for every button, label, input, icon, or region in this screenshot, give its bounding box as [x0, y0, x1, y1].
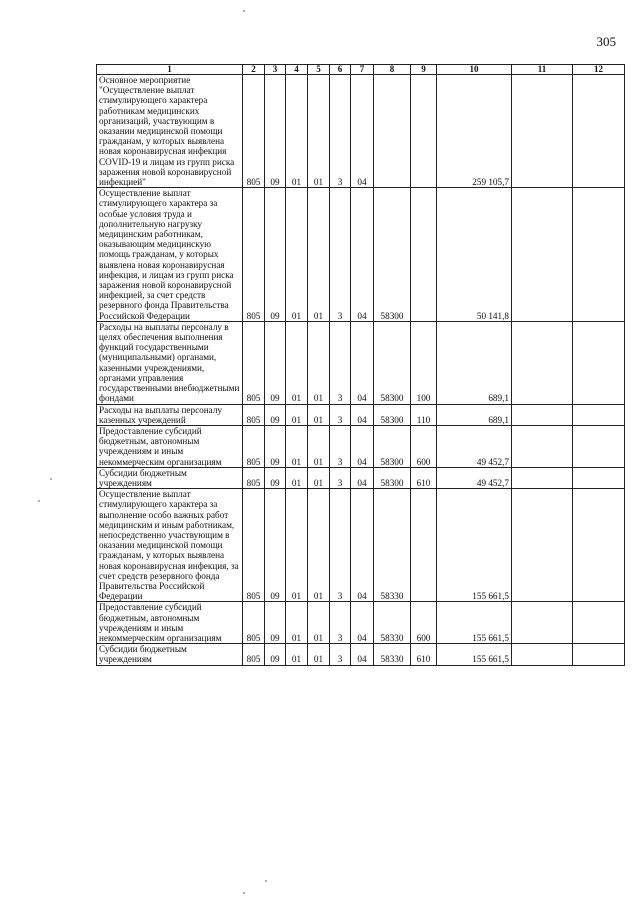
cell-col2: 805 — [243, 602, 265, 644]
cell-col10: 155 661,5 — [437, 489, 512, 602]
cell-col4: 01 — [286, 644, 308, 665]
col-header-1: 1 — [97, 65, 243, 75]
cell-col4: 01 — [286, 425, 308, 467]
cell-col8: 58300 — [374, 188, 411, 322]
cell-col9: 600 — [411, 425, 437, 467]
cell-col6: 3 — [330, 489, 351, 602]
cell-col9 — [411, 188, 437, 322]
cell-col3: 09 — [265, 602, 286, 644]
col-header-5: 5 — [308, 65, 330, 75]
row-name: Субсидии бюджетным учреждениям — [97, 467, 243, 488]
cell-col5: 01 — [308, 644, 330, 665]
table-row — [97, 644, 625, 665]
cell-col3: 09 — [265, 188, 286, 322]
scan-speck — [50, 478, 52, 480]
cell-col11 — [512, 644, 573, 665]
cell-col2: 805 — [243, 321, 265, 404]
cell-col6: 3 — [330, 467, 351, 488]
cell-col5: 01 — [308, 188, 330, 322]
cell-col8 — [374, 75, 411, 188]
cell-col3: 09 — [265, 425, 286, 467]
row-name: Основное мероприятие "Осуществление выплат стимулирующего характера работникам медицинских организаций, участвующим в оказании медицинской помощи гражданам, у которых выявлена новая коронавирусная инфекция COVID-19 и лицам из групп риска заражения новой коронавирусной инфекцией" — [97, 75, 243, 188]
cell-col4: 01 — [286, 188, 308, 322]
row-name: Предоставление субсидий бюджетным, автономным учреждениям и иным некоммерческим организациям — [97, 602, 243, 644]
cell-col7: 04 — [351, 321, 374, 404]
cell-col11 — [512, 404, 573, 425]
cell-col10: 50 141,8 — [437, 188, 512, 322]
cell-col4: 01 — [286, 75, 308, 188]
cell-col2: 805 — [243, 644, 265, 665]
cell-col10: 49 452,7 — [437, 425, 512, 467]
col-header-11: 11 — [512, 65, 573, 75]
cell-col7: 04 — [351, 425, 374, 467]
table-row — [97, 425, 625, 467]
scan-speck — [243, 10, 245, 12]
cell-col9: 610 — [411, 467, 437, 488]
cell-col8: 58330 — [374, 644, 411, 665]
cell-col2: 805 — [243, 75, 265, 188]
cell-col10: 689,1 — [437, 321, 512, 404]
cell-col11 — [512, 75, 573, 188]
cell-col12 — [573, 321, 625, 404]
cell-col11 — [512, 602, 573, 644]
cell-col7: 04 — [351, 467, 374, 488]
col-header-8: 8 — [374, 65, 411, 75]
col-header-7: 7 — [351, 65, 374, 75]
cell-col7: 04 — [351, 602, 374, 644]
cell-col11 — [512, 188, 573, 322]
cell-col9: 600 — [411, 602, 437, 644]
cell-col3: 09 — [265, 644, 286, 665]
cell-col12 — [573, 188, 625, 322]
row-name: Расходы на выплаты персоналу в целях обеспечения выполнения функций государственными (муниципальными) органами, казенными учреждениями, органами управления государственными внебюджетными фондами — [97, 321, 243, 404]
cell-col5: 01 — [308, 404, 330, 425]
scan-speck — [38, 500, 40, 502]
scan-speck — [243, 892, 245, 894]
cell-col10: 155 661,5 — [437, 602, 512, 644]
cell-col6: 3 — [330, 404, 351, 425]
cell-col10: 259 105,7 — [437, 75, 512, 188]
table-row — [97, 321, 625, 404]
col-header-3: 3 — [265, 65, 286, 75]
cell-col6: 3 — [330, 644, 351, 665]
cell-col9: 110 — [411, 404, 437, 425]
cell-col10: 49 452,7 — [437, 467, 512, 488]
cell-col12 — [573, 602, 625, 644]
cell-col5: 01 — [308, 602, 330, 644]
budget-table — [96, 64, 625, 666]
cell-col12 — [573, 404, 625, 425]
col-header-2: 2 — [243, 65, 265, 75]
cell-col7: 04 — [351, 75, 374, 188]
cell-col6: 3 — [330, 321, 351, 404]
cell-col12 — [573, 467, 625, 488]
scan-speck — [265, 880, 267, 882]
cell-col11 — [512, 321, 573, 404]
cell-col5: 01 — [308, 467, 330, 488]
cell-col4: 01 — [286, 489, 308, 602]
cell-col9 — [411, 489, 437, 602]
cell-col4: 01 — [286, 467, 308, 488]
cell-col3: 09 — [265, 321, 286, 404]
cell-col2: 805 — [243, 188, 265, 322]
cell-col7: 04 — [351, 188, 374, 322]
row-name: Расходы на выплаты персоналу казенных учреждений — [97, 404, 243, 425]
cell-col6: 3 — [330, 188, 351, 322]
cell-col2: 805 — [243, 467, 265, 488]
cell-col2: 805 — [243, 404, 265, 425]
cell-col5: 01 — [308, 321, 330, 404]
cell-col4: 01 — [286, 321, 308, 404]
cell-col8: 58300 — [374, 321, 411, 404]
cell-col12 — [573, 425, 625, 467]
page-number: 305 — [596, 34, 616, 49]
cell-col7: 04 — [351, 404, 374, 425]
cell-col3: 09 — [265, 404, 286, 425]
row-name: Осуществление выплат стимулирующего характера за выполнение особо важных работ медицинским и иным работникам, непосредственно участвующим в оказании медицинской помощи гражданам, у которых выявлена новая коронавирусная инфекция, за счет средств резервного фонда Правительства Российской Федерации — [97, 489, 243, 602]
cell-col8: 58300 — [374, 425, 411, 467]
cell-col11 — [512, 489, 573, 602]
table-row — [97, 489, 625, 602]
header-row — [97, 65, 625, 75]
cell-col10: 689,1 — [437, 404, 512, 425]
cell-col12 — [573, 489, 625, 602]
col-header-10: 10 — [437, 65, 512, 75]
cell-col3: 09 — [265, 489, 286, 602]
cell-col2: 805 — [243, 425, 265, 467]
cell-col12 — [573, 644, 625, 665]
col-header-12: 12 — [573, 65, 625, 75]
cell-col5: 01 — [308, 489, 330, 602]
table-row — [97, 75, 625, 188]
col-header-6: 6 — [330, 65, 351, 75]
cell-col8: 58330 — [374, 602, 411, 644]
cell-col8: 58330 — [374, 489, 411, 602]
cell-col3: 09 — [265, 75, 286, 188]
table-row — [97, 188, 625, 322]
cell-col4: 01 — [286, 404, 308, 425]
table-row — [97, 602, 625, 644]
cell-col7: 04 — [351, 644, 374, 665]
cell-col6: 3 — [330, 75, 351, 188]
row-name: Субсидии бюджетным учреждениям — [97, 644, 243, 665]
cell-col12 — [573, 75, 625, 188]
col-header-4: 4 — [286, 65, 308, 75]
cell-col3: 09 — [265, 467, 286, 488]
cell-col11 — [512, 425, 573, 467]
cell-col2: 805 — [243, 489, 265, 602]
cell-col10: 155 661,5 — [437, 644, 512, 665]
cell-col5: 01 — [308, 425, 330, 467]
cell-col8: 58300 — [374, 404, 411, 425]
table-row — [97, 467, 625, 488]
cell-col9: 610 — [411, 644, 437, 665]
cell-col4: 01 — [286, 602, 308, 644]
cell-col9: 100 — [411, 321, 437, 404]
cell-col5: 01 — [308, 75, 330, 188]
table-row — [97, 404, 625, 425]
cell-col6: 3 — [330, 425, 351, 467]
cell-col7: 04 — [351, 489, 374, 602]
row-name: Предоставление субсидий бюджетным, автономным учреждениям и иным некоммерческим организациям — [97, 425, 243, 467]
cell-col11 — [512, 467, 573, 488]
cell-col6: 3 — [330, 602, 351, 644]
cell-col9 — [411, 75, 437, 188]
cell-col8: 58300 — [374, 467, 411, 488]
col-header-9: 9 — [411, 65, 437, 75]
row-name: Осуществление выплат стимулирующего характера за особые условия труда и дополнительную нагрузку медицинским работникам, оказывающим медицинскую помощь гражданам, у которых выявлена новая коронавирусная инфекция, и лицам из групп риска заражения новой коронавирусной инфекцией, за счет средств резервного фонда Правительства Российской Федерации — [97, 188, 243, 322]
